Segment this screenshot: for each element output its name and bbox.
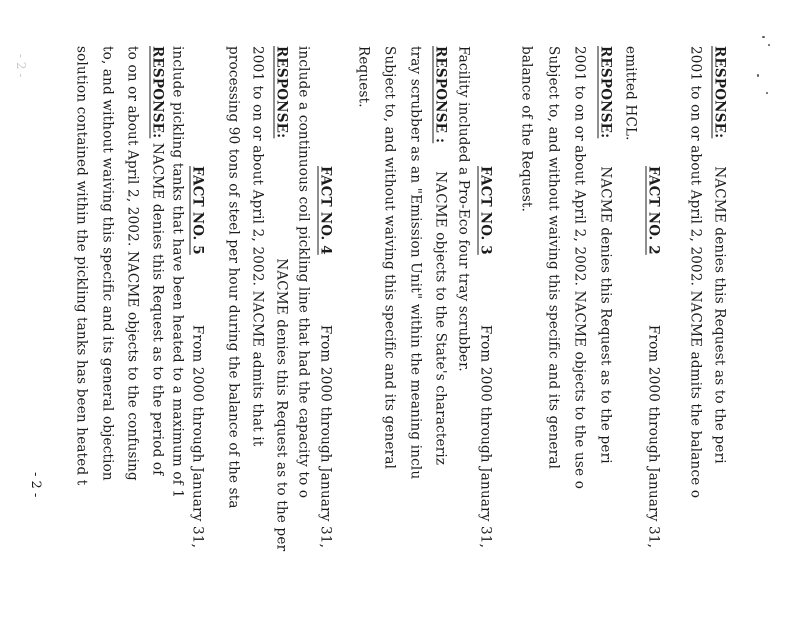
line-text: Subject to, and without waiving this specific and its general xyxy=(545,46,562,470)
text-line xyxy=(296,46,310,498)
line-text: to on or about April 2, 2002. NACME objects to the confusing xyxy=(124,46,141,481)
line-text: 2001 to on or about April 2, 2002. NACME admits the balance o xyxy=(687,46,704,499)
line-text: Request. xyxy=(355,46,372,108)
bleed-through-page-number: - 2 - xyxy=(14,54,28,78)
text-line xyxy=(274,46,288,551)
line-text: include pickling tanks that have been heated to a maximum of 1 xyxy=(169,46,186,499)
text-line xyxy=(646,46,660,548)
line-text: solution contained within the pickling tanks has been heated t xyxy=(73,46,90,486)
scan-speck xyxy=(762,36,765,38)
text-line xyxy=(688,46,702,498)
line-text: NACME objects to the State's characteriz xyxy=(432,171,449,466)
text-line xyxy=(546,46,560,469)
line-text: include a continuous coil pickling line that had the capacity to o xyxy=(295,46,312,499)
text-line xyxy=(250,46,264,447)
line-text: From 2000 through January 31, xyxy=(189,324,206,549)
line-text: 2001 to on or about April 2, 2002. NACME objects to the use o xyxy=(571,46,588,490)
text-line xyxy=(456,46,470,372)
text-line xyxy=(572,46,586,489)
text-line xyxy=(598,46,612,464)
line-text: to, and without waiving this specific and its general objection xyxy=(99,46,116,481)
text-line xyxy=(408,46,422,479)
scan-speck xyxy=(766,92,768,94)
line-text: Subject to, and without waiving this specific and its general xyxy=(381,46,398,470)
text-line xyxy=(226,46,240,509)
text-line xyxy=(712,46,726,464)
line-text: tray scrubber as an "Emission Unit" within the meaning inclu xyxy=(407,46,424,480)
section-heading: RESPONSE: xyxy=(597,46,614,139)
line-text: emitted HCL. xyxy=(622,46,639,141)
line-text: NACME denies this Request as to the period of xyxy=(149,138,166,476)
text-line xyxy=(478,46,492,548)
section-heading: FACT NO. 3 xyxy=(477,166,494,255)
text-line xyxy=(356,46,370,108)
text-line xyxy=(125,46,139,481)
line-text: From 2000 through January 31, xyxy=(317,324,334,549)
section-heading: FACT NO. 4 xyxy=(317,166,334,255)
text-line xyxy=(382,46,396,469)
line-text: 2001 to on or about April 2, 2002. NACME admits that it xyxy=(249,46,266,447)
section-heading: RESPONSE : xyxy=(432,46,449,144)
text-line xyxy=(519,46,533,212)
text-line xyxy=(433,46,447,465)
line-text: NACME denies this Request as to the peri xyxy=(711,166,728,464)
line-text: Facility included a Pro-Eco four tray scrubber. xyxy=(455,46,472,372)
scan-speck xyxy=(757,74,759,77)
text-line xyxy=(150,46,164,475)
text-line xyxy=(190,46,204,548)
line-text: NACME denies this Request as to the per xyxy=(273,258,290,552)
line-text: processing 90 tons of steel per hour during the balance of the sta xyxy=(225,46,242,509)
scan-speck xyxy=(768,44,770,46)
text-line xyxy=(170,46,184,498)
page-number: - 2 - xyxy=(28,472,43,498)
section-heading: RESPONSE: xyxy=(711,46,728,139)
text-line xyxy=(318,46,332,548)
text-line xyxy=(623,46,637,141)
text-line xyxy=(100,46,114,481)
text-line xyxy=(74,46,88,485)
line-text: From 2000 through January 31, xyxy=(477,324,494,549)
line-text: NACME denies this Request as to the peri xyxy=(597,166,614,464)
section-heading: FACT NO. 2 xyxy=(645,166,662,255)
section-heading: RESPONSE: xyxy=(273,46,290,139)
line-text: balance of the Request. xyxy=(518,46,535,213)
line-text: From 2000 through January 31, xyxy=(645,324,662,549)
section-heading: RESPONSE: xyxy=(149,46,166,139)
section-heading: FACT NO. 5 xyxy=(189,166,206,255)
